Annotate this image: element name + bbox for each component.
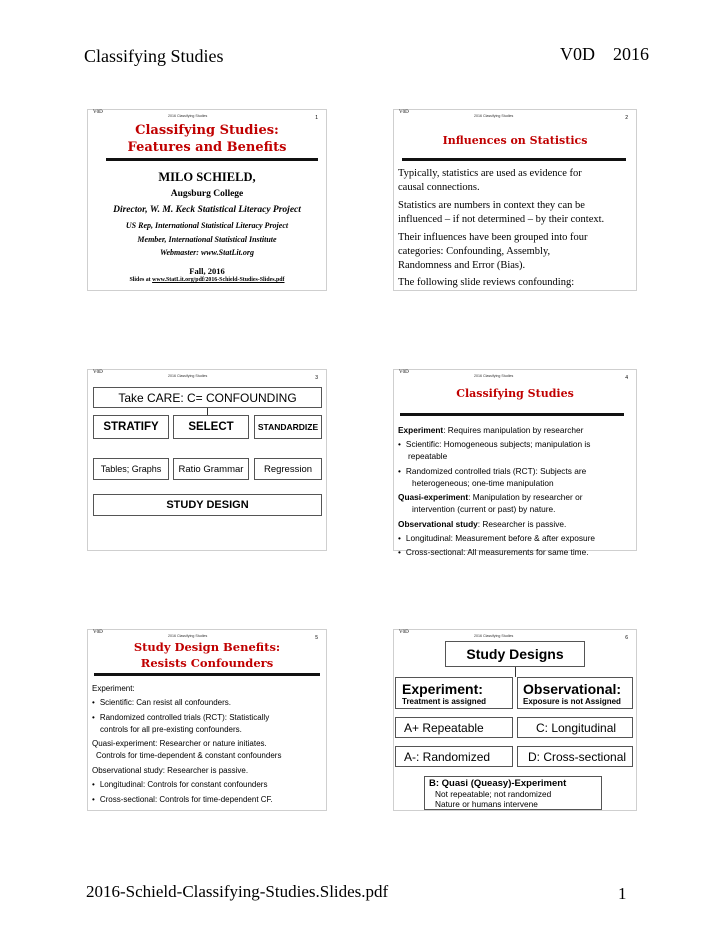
quasi-title: B: Quasi (Queasy)-Experiment <box>429 777 567 789</box>
bullet-text: Longitudinal: Controls for constant confounders <box>99 780 268 789</box>
slide-version: V0D <box>93 630 103 635</box>
experiment-title: Experiment: <box>402 680 483 697</box>
observational-box <box>517 677 633 709</box>
quasi-line: Nature or humans intervene <box>435 798 538 809</box>
slide-title: Study Design Benefits: <box>133 640 281 654</box>
body-line: causal connections. <box>398 182 480 193</box>
connector <box>207 408 208 415</box>
slide-3 <box>87 369 327 551</box>
bullet-text: Longitudinal: Measurement before & after exposure <box>405 533 596 543</box>
bullet-text: Scientific: Can resist all confounders. <box>99 698 231 707</box>
bullet-text: Cross-sectional: Controls for time-dependent CF. <box>99 795 273 804</box>
ratio-grammar-box: Ratio Grammar <box>173 458 249 480</box>
bullet-item <box>398 533 595 543</box>
study-designs-title-box: Study Designs <box>445 641 585 667</box>
slide-number: 4 <box>625 375 628 381</box>
slide-course-label: 2016 Classifying Studies <box>168 634 208 638</box>
regression-box: Regression <box>254 458 322 480</box>
repeatable-box: A+ Repeatable <box>395 717 513 738</box>
author-role: US Rep, International Statistical Literacy Project <box>125 221 289 230</box>
slide-title-line2: Features and Benefits <box>127 140 287 155</box>
quasi-label: Quasi-experiment <box>398 492 469 502</box>
bullet-continuation: heterogeneous; one-time manipulation <box>412 478 554 488</box>
bullet-text: Randomized controlled trials (RCT): Statistically <box>99 713 270 722</box>
page-header-version: V0D 2016 <box>560 44 649 64</box>
author-role: Webmaster: www.StatLit.org <box>159 248 254 257</box>
experiment-label: Experiment <box>398 425 444 435</box>
slide-version: V0D <box>399 370 409 375</box>
slide-title: Influences on Statistics <box>442 134 588 147</box>
title-rule <box>400 413 624 416</box>
body-line: categories: Confounding, Assembly, <box>398 246 551 257</box>
body-line: Statistics are numbers in context they can be <box>398 200 585 211</box>
bullet-item <box>92 698 231 707</box>
standardize-box: STANDARDIZE <box>254 415 322 439</box>
quasi-text: : Manipulation by researcher or <box>468 492 583 502</box>
body-line: Their influences have been grouped into four <box>398 232 588 243</box>
slide-course-label: 2016 Classifying Studies <box>474 634 514 638</box>
slide-version: V0D <box>93 110 103 115</box>
slides-link <box>88 277 326 283</box>
slide-course-label: 2016 Classifying Studies <box>474 114 514 118</box>
body-line: influenced – if not determined – by their context. <box>398 214 605 225</box>
slide-date: Fall, 2016 <box>189 266 225 276</box>
slide-course-label: 2016 Classifying Studies <box>168 114 208 118</box>
slide-title-line2: Resists Confounders <box>140 656 274 670</box>
experiment-def <box>398 425 583 435</box>
slide-2 <box>393 109 637 291</box>
page-header-title: Classifying Studies <box>84 46 224 66</box>
page-footer-filename: 2016-Schield-Classifying-Studies.Slides.pdf <box>86 882 389 901</box>
slide-number: 1 <box>315 115 318 121</box>
body-line: Typically, statistics are used as evidence for <box>398 168 582 179</box>
randomized-box: A-: Randomized <box>395 746 513 767</box>
experiment-box <box>395 677 513 709</box>
slides-link-url[interactable]: www.StatLit.org/pdf/2016-Schield-Studies-Slides.pdf <box>152 277 285 283</box>
tables-graphs-box: Tables; Graphs <box>93 458 169 480</box>
page-number: 1 <box>618 884 627 903</box>
title-rule <box>94 673 320 676</box>
slide-title: Classifying Studies: <box>135 123 279 138</box>
slide-number: 5 <box>315 635 318 641</box>
slide-number: 6 <box>625 635 628 641</box>
observational-label: Observational study <box>398 519 478 529</box>
slide-version: V0D <box>399 110 409 115</box>
author-role: Director, W. M. Keck Statistical Literacy Project <box>113 205 301 215</box>
quasi-line: Not repeatable; not randomized <box>435 788 552 799</box>
bullet-item <box>398 439 590 449</box>
quasi-def <box>398 492 582 502</box>
bullet-item <box>398 547 589 557</box>
body-line: The following slide reviews confounding: <box>398 277 575 288</box>
body-line: Controls for time-dependent & constant confounders <box>96 751 282 760</box>
select-box: SELECT <box>173 415 249 439</box>
bullet-item <box>92 780 267 789</box>
author-name: MILO SCHIELD, <box>158 170 256 184</box>
slide-number: 2 <box>625 115 628 121</box>
slide-version: V0D <box>399 630 409 635</box>
bullet-text: Cross-sectional: All measurements for same time. <box>405 547 589 557</box>
observational-def <box>398 519 566 529</box>
connector <box>515 667 516 677</box>
author-role: Member, International Statistical Institute <box>137 235 277 244</box>
body-line: Randomness and Error (Bias). <box>398 260 526 271</box>
title-rule <box>106 158 318 161</box>
slide-course-label: 2016 Classifying Studies <box>168 374 208 378</box>
stratify-box: STRATIFY <box>93 415 169 439</box>
slide-1 <box>87 109 327 291</box>
slide-course-label: 2016 Classifying Studies <box>474 374 514 378</box>
longitudinal-box: C: Longitudinal <box>517 717 633 738</box>
study-design-box: STUDY DESIGN <box>93 494 322 516</box>
quasi-continuation: intervention (current or past) by nature. <box>412 504 556 514</box>
observational-title: Observational: <box>523 680 622 697</box>
confounding-box: Take CARE: C= CONFOUNDING <box>93 387 322 408</box>
bullet-item <box>92 795 273 804</box>
slide-4 <box>393 369 637 557</box>
slide-number: 3 <box>315 375 318 381</box>
bullet-text: Randomized controlled trials (RCT): Subjects are <box>405 466 587 476</box>
experiment-text: : Requires manipulation by researcher <box>443 425 584 435</box>
experiment-subtitle: Treatment is assigned <box>402 696 487 706</box>
bullet-text: Scientific: Homogeneous subjects; manipulation is <box>405 439 591 449</box>
bullet-item <box>398 466 586 476</box>
quasi-experiment-box <box>424 776 602 810</box>
slides-link-prefix: Slides at <box>129 277 153 283</box>
cross-sectional-box: D: Cross-sectional <box>517 746 633 767</box>
slide-title: Classifying Studies <box>456 387 574 400</box>
bullet-continuation: repeatable <box>408 451 448 461</box>
author-college: Augsburg College <box>170 189 244 199</box>
title-rule <box>402 158 626 161</box>
body-line: Observational study: Researcher is passive. <box>92 766 249 775</box>
slide-version: V0D <box>93 370 103 375</box>
slide-5 <box>87 629 327 811</box>
slide-6 <box>393 629 637 811</box>
body-line: Experiment: <box>92 684 135 693</box>
observational-subtitle: Exposure is not Assigned <box>523 696 621 706</box>
bullet-continuation: controls for all pre-existing confounders. <box>100 725 242 734</box>
observational-text: : Researcher is passive. <box>477 519 567 529</box>
body-line: Quasi-experiment: Researcher or nature initiates. <box>92 739 267 748</box>
bullet-item <box>92 713 269 722</box>
